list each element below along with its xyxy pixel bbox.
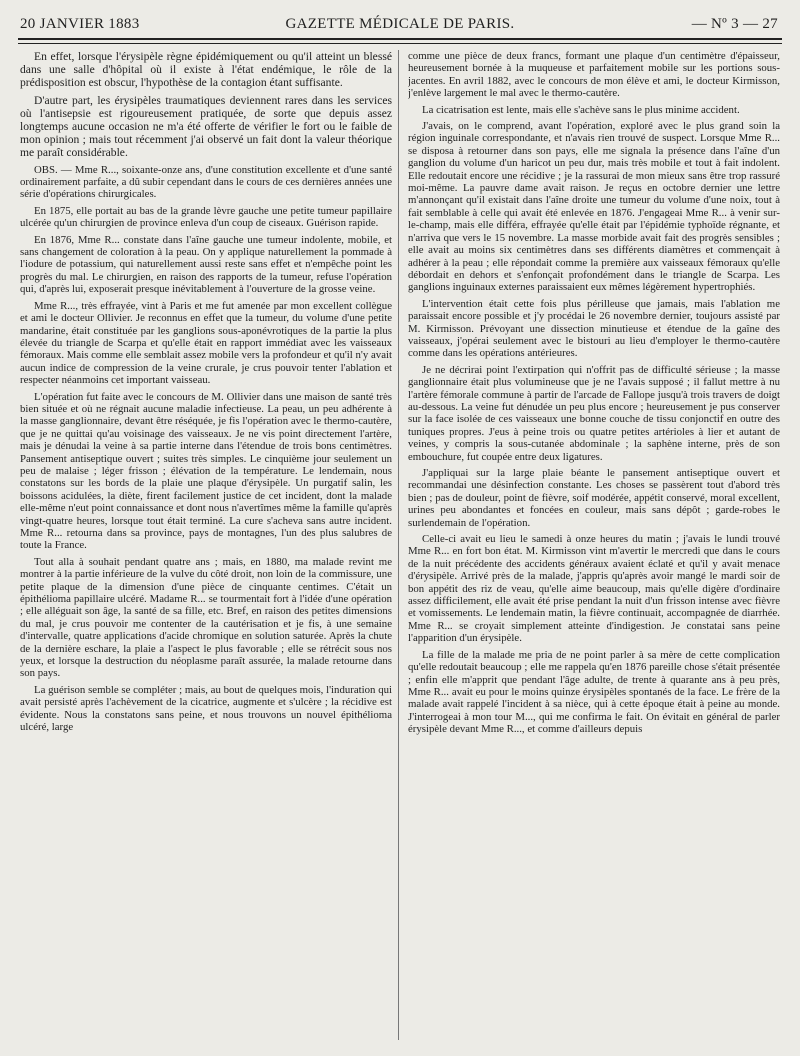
- paragraph: Je ne décrirai point l'extirpation qui n'offrit pas de difficulté sérieuse ; la masse ganglionnaire était plus volumineuse que je ne l'avais supposé ; il fallut mettre à nu l'artère fémorale commune à partir de l'arcade de Fallope jusqu'à trois travers de doigt au-dessous. La veine fut dénudée un peu plus encore ; heureusement je pus conserver sur la face isolée de ces vaisseaux une bonne couche de tissu conjonctif en outre des tuniques propres. J'eus à peine trois ou quatre petites artérioles à lier et autant de veines, y compris la sous-cutanée abdominale ; la saphène interne, près de son embouchure, fut coupée entre deux ligatures.: [408, 363, 780, 463]
- header-date: 20 JANVIER 1883: [20, 16, 140, 32]
- right-column: [408, 50, 780, 1046]
- paragraph: La cicatrisation est lente, mais elle s'achève sans le plus minime accident.: [422, 103, 740, 116]
- paragraph: En effet, lorsque l'érysipèle règne épidémiquement ou qu'il atteint un blessé dans une salle d'hôpital où il existe à l'état endémique, le rôle de la prédisposition est obscur, l'hypothèse de la contagion étant suffisante.: [20, 50, 392, 90]
- column-divider: [398, 50, 399, 1040]
- left-column: [20, 50, 392, 1046]
- paragraph: La guérison semble se compléter ; mais, au bout de quelques mois, l'induration qui avait persisté après l'achèvement de la cicatrice, augmente et s'ulcère ; la récidive est évidente. Nous la constatons sans peine, et nous trouvons un nouvel épithélioma ulcéré, large: [20, 683, 392, 734]
- paragraph: Mme R..., très effrayée, vint à Paris et me fut amenée par mon excellent collègue et ami le docteur Ollivier. Je reconnus en effet que la tumeur, du volume d'une petite mandarine, était constituée par les ganglions sous-aponévrotiques de la partie la plus élevée du triangle de Scarpa et qu'elle était en rapport immédiat avec les vaisseaux fémoraux. Mais comme elle semblait assez mobile vers la profondeur et qu'il n'y avait aucun indice de compression de la veine crurale, je crus pouvoir tenter l'ablation et respecter néanmoins cet important vaisseau.: [20, 299, 392, 387]
- paragraph: En 1875, elle portait au bas de la grande lèvre gauche une petite tumeur papillaire ulcérée qu'un chirurgien de province enleva d'un coup de ciseaux. Guérison rapide.: [20, 204, 392, 230]
- paragraph: L'intervention était cette fois plus périlleuse que jamais, mais l'ablation me paraissait encore possible et j'y procédai le 26 novembre dernier, toujours assisté par M. Kirmisson. Prévoyant une dissection minutieuse et étendue de la gaîne des vaisseaux, j'opérai seulement avec le bistouri au lieu d'employer le thermo-cautère comme dans les opérations antérieures.: [408, 297, 780, 360]
- paragraph: En 1876, Mme R... constate dans l'aîne gauche une tumeur indolente, mobile, et sans changement de coloration à la peau. On y applique naturellement la pommade à l'iodure de potassium, qui naturellement aussi reste sans effet et n'empêche point les progrès du mal. Le chirurgien, en raison des rapports de la tumeur, refuse l'opération qui, d'après lui, exposerait presque inévitablement à l'ouverture de la grosse veine.: [20, 233, 392, 296]
- paragraph: J'appliquai sur la large plaie béante le pansement antiseptique ouvert et recommandai une désinfection constante. Les choses se passèrent tout d'abord très bien ; pas de douleur, point de fièvre, soif modérée, appétit conservé, moral excellent, urines peu abondantes et foncées en couleur, mais sans dépôt ; garde-robes le surlendemain de l'opération.: [408, 467, 780, 529]
- header-rule: [18, 38, 782, 40]
- paragraph: comme une pièce de deux francs, formant une plaque d'un centimètre d'épaisseur, heureusement bornée à la muqueuse et parfaitement mobile sur les portions sous-jacentes. En avril 1882, avec le concours de mon élève et ami, le docteur Kirmisson, j'enlève largement le mal avec le thermo-cautère.: [408, 50, 780, 100]
- observation-paragraph: OBS. — Mme R..., soixante-onze ans, d'une constitution excellente et d'une santé ordinairement parfaite, a dû subir cependant dans le cours de ces dernières années une série d'opérations chirurgicales.: [20, 163, 392, 201]
- paragraph: Tout alla à souhait pendant quatre ans ; mais, en 1880, ma malade revint me montrer à la partie inférieure de la vulve du côté droit, non loin de la commissure, une petite plaque de la dimension d'une pièce de cinquante centimes. C'était un épithélioma papillaire ulcéré. Madame R... se tourmentait fort à l'idée d'une opération ; elle alléguait son âge, la santé de sa fille, etc. Bref, en raison des petites dimensions du mal, je crus pouvoir me contenter de la cautérisation et je fis, à une semaine d'intervalle, quatre applications d'acide chromique en solution saturée. Après la chute de la dernière eschare, la plaie a l'aspect le plus favorable ; elle se rétrécit sous nos yeux, et lorsque la destruction du néoplasme paraît assurée, la malade retourne dans son pays.: [20, 555, 392, 680]
- paragraph: L'opération fut faite avec le concours de M. Ollivier dans une maison de santé très bien située et où ne régnait aucune maladie infectieuse. La peau, un peu adhérente à la masse ganglionnaire, devant être réséquée, je fis l'opération avec le thermo-cautère, que je ne quittai qu'au voisinage des vaisseaux. Je ne vis point directement l'artère, mais je dénudai la veine à sa partie interne dans l'étendue de trois bons centimètres. Pansement antiseptique ouvert ; suites très simples. Le cinquième jour seulement un peu de malaise ; léger frisson ; élévation de la température. Le lendemain, nous constatons sur les bords de la plaie une plaque d'érysipèle. Un purgatif salin, les boissons acidulées, la diète, firent facilement justice de cet incident, dont la malade elle-même n'eut point connaissance et dont nous n'avertîmes même la famille qu'après vingt-quatre heures, lorsque tout était terminé. La cure s'acheva sans autre incident. Mme R... retourna dans sa province, pays de montagnes, l'un des plus salubres de toute la France.: [20, 390, 392, 552]
- paragraph: La fille de la malade me pria de ne point parler à sa mère de cette complication qu'elle redoutait beaucoup ; elle me rappela qu'en 1876 pareille chose s'était présentée ; enfin elle m'apprit que pendant l'âge adulte, de trente à quarante ans à peu près, Mme R... avait eu pour le moins quinze érysipèles spontanés de la face. Le frère de la malade avait rappelé l'incident à sa nièce, qui à cette époque était à peine au monde. J'interrogeai à mon tour M..., qui me confirma le fait. On évitait en général de parler érysipèle devant Mme R..., et comme d'ailleurs depuis: [408, 648, 780, 736]
- header-rule-thin: [18, 43, 782, 44]
- paragraph: J'avais, on le comprend, avant l'opération, exploré avec le plus grand soin la région inguinale correspondante, et n'avais rien trouvé de suspect. Lorsque Mme R... se disposa à retourner dans son pays, elle me signala la présence dans l'aîne d'un ganglion du volume d'un haricot un peu dur, mais très mobile et tout à fait indolent. Elle redoutait encore une récidive ; je la rassurai de mon mieux sans être trop rassuré moi-même. La pauvre dame avait raison. Je reçus en octobre dernier une lettre m'annonçant qu'il existait dans l'aîne droite une tumeur du volume d'une noix, tout à fait semblable à celle qui avait été enlevée en 1876. J'engageai Mme R... à venir sur-le-champ, mais elle différa, effrayée qu'elle était par l'épidémie typhoïde régnante, et n'arriva que vers le 15 novembre. La masse morbide avait fait des progrès sensibles ; elle avait au moins six centimètres dans ses différents diamètres et commençait à adhérer à la peau ; elle répondait comme la première aux vaisseaux fémoraux qu'elle débordait en dehors et s'enfonçait profondément dans le triangle de Scarpa. Les ganglions inguinaux externes paraissaient eux mêmes légèrement hypertrophiés.: [408, 120, 780, 294]
- paragraph: Celle-ci avait eu lieu le samedi à onze heures du matin ; j'avais le lundi trouvé Mme R... en fort bon état. M. Kirmisson vint m'avertir le mercredi que dans le cours de la nuit précédente des accidents généraux avaient éclaté et qu'il y avait menace d'érysipèle. Arrivé près de la malade, j'appris qu'après avoir mangé le mardi soir de bon appétit des riz de veau, qu'elle aime beaucoup, mais qu'elle digère d'ordinaire assez difficilement, elle avait été prise pendant la nuit d'un frisson intense avec fièvre et vomissements. Le lendemain matin, la fièvre continuait, accompagnée de diarrhée. Mme R... se croyait simplement atteinte d'indigestion. Je constatai sans peine l'apparition d'un érysipèle.: [408, 533, 780, 645]
- page-header: [20, 14, 780, 34]
- header-title: GAZETTE MÉDICALE DE PARIS.: [285, 16, 515, 32]
- header-issue: — Nº 3 — 27: [691, 16, 778, 32]
- paragraph: D'autre part, les érysipèles traumatiques deviennent rares dans les services où l'antisepsie est rigoureusement pratiquée, de sorte que depuis assez longtemps aucune occasion ne m'a été offerte de vérifier le fort ou le faible de mon opinion ; mais tout récemment j'ai observé un fait dont la valeur théorique me paraît considérable.: [20, 93, 392, 160]
